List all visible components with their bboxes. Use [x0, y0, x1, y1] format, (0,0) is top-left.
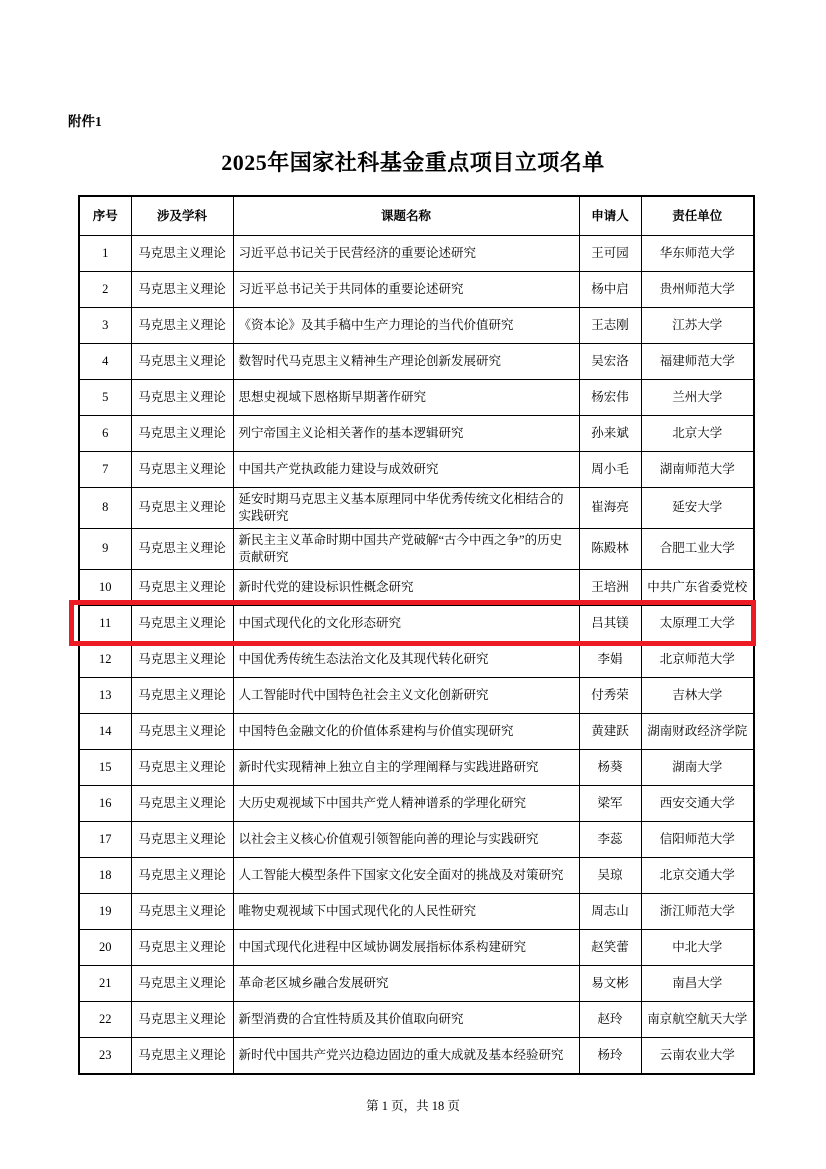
column-header-no: 序号	[79, 196, 131, 236]
cell-project-title: 中国式现代化进程中区域协调发展指标体系构建研究	[233, 929, 579, 965]
cell-no: 9	[79, 528, 131, 569]
cell-applicant: 付秀荣	[579, 677, 641, 713]
table-row	[79, 641, 754, 677]
attachment-label: 附件1	[68, 114, 102, 129]
cell-discipline: 马克思主义理论	[131, 785, 233, 821]
cell-no: 13	[79, 677, 131, 713]
cell-project-title: 人工智能大模型条件下国家文化安全面对的挑战及对策研究	[233, 857, 579, 893]
table-row	[79, 857, 754, 893]
cell-unit: 湖南大学	[641, 749, 754, 785]
cell-applicant: 梁军	[579, 785, 641, 821]
cell-no: 3	[79, 308, 131, 344]
column-header-applicant: 申请人	[579, 196, 641, 236]
cell-no: 1	[79, 236, 131, 272]
table-row	[79, 416, 754, 452]
cell-unit: 兰州大学	[641, 380, 754, 416]
cell-unit: 吉林大学	[641, 677, 754, 713]
cell-no: 10	[79, 569, 131, 605]
cell-discipline: 马克思主义理论	[131, 272, 233, 308]
table-row	[79, 380, 754, 416]
cell-applicant: 杨玲	[579, 1037, 641, 1074]
cell-project-title: 思想史视域下恩格斯早期著作研究	[233, 380, 579, 416]
cell-discipline: 马克思主义理论	[131, 641, 233, 677]
cell-unit: 南昌大学	[641, 965, 754, 1001]
cell-applicant: 周小毛	[579, 452, 641, 488]
cell-project-title: 新时代实现精神上独立自主的学理阐释与实践进路研究	[233, 749, 579, 785]
cell-project-title: 新时代中国共产党兴边稳边固边的重大成就及基本经验研究	[233, 1037, 579, 1074]
column-header-discipline: 涉及学科	[131, 196, 233, 236]
cell-unit: 南京航空航天大学	[641, 1001, 754, 1037]
cell-unit: 湖南财政经济学院	[641, 713, 754, 749]
cell-applicant: 王培洲	[579, 569, 641, 605]
cell-applicant: 周志山	[579, 893, 641, 929]
cell-no: 4	[79, 344, 131, 380]
table-row	[79, 236, 754, 272]
cell-discipline: 马克思主义理论	[131, 236, 233, 272]
cell-no: 21	[79, 965, 131, 1001]
cell-unit: 合肥工业大学	[641, 528, 754, 569]
cell-unit: 福建师范大学	[641, 344, 754, 380]
cell-unit: 信阳师范大学	[641, 821, 754, 857]
cell-applicant: 吕其镁	[579, 605, 641, 641]
cell-project-title: 延安时期马克思主义基本原理同中华优秀传统文化相结合的实践研究	[233, 488, 579, 529]
cell-applicant: 孙来斌	[579, 416, 641, 452]
cell-applicant: 李蕊	[579, 821, 641, 857]
table-row	[79, 1037, 754, 1074]
cell-project-title: 中国优秀传统生态法治文化及其现代转化研究	[233, 641, 579, 677]
cell-no: 2	[79, 272, 131, 308]
table-row	[79, 893, 754, 929]
cell-project-title: 《资本论》及其手稿中生产力理论的当代价值研究	[233, 308, 579, 344]
cell-unit: 西安交通大学	[641, 785, 754, 821]
cell-applicant: 王志刚	[579, 308, 641, 344]
table-row	[79, 821, 754, 857]
cell-no: 15	[79, 749, 131, 785]
table-row	[79, 1001, 754, 1037]
cell-no: 12	[79, 641, 131, 677]
cell-applicant: 赵笑蕾	[579, 929, 641, 965]
cell-applicant: 王可园	[579, 236, 641, 272]
cell-discipline: 马克思主义理论	[131, 488, 233, 529]
page-footer: 第 1 页，共 18 页	[366, 1099, 460, 1113]
cell-discipline: 马克思主义理论	[131, 857, 233, 893]
cell-no: 23	[79, 1037, 131, 1074]
cell-discipline: 马克思主义理论	[131, 677, 233, 713]
cell-no: 6	[79, 416, 131, 452]
cell-discipline: 马克思主义理论	[131, 965, 233, 1001]
cell-discipline: 马克思主义理论	[131, 416, 233, 452]
table-row	[79, 785, 754, 821]
cell-project-title: 习近平总书记关于民营经济的重要论述研究	[233, 236, 579, 272]
cell-discipline: 马克思主义理论	[131, 1001, 233, 1037]
cell-applicant: 杨宏伟	[579, 380, 641, 416]
table-row	[79, 528, 754, 569]
cell-project-title: 革命老区城乡融合发展研究	[233, 965, 579, 1001]
cell-no: 17	[79, 821, 131, 857]
cell-project-title: 中国共产党执政能力建设与成效研究	[233, 452, 579, 488]
table-row	[79, 344, 754, 380]
table-row	[79, 452, 754, 488]
cell-project-title: 数智时代马克思主义精神生产理论创新发展研究	[233, 344, 579, 380]
cell-unit: 北京交通大学	[641, 857, 754, 893]
table-row	[79, 965, 754, 1001]
table-row	[79, 308, 754, 344]
cell-unit: 中共广东省委党校	[641, 569, 754, 605]
cell-applicant: 黄建跃	[579, 713, 641, 749]
cell-discipline: 马克思主义理论	[131, 1037, 233, 1074]
cell-applicant: 吴宏洛	[579, 344, 641, 380]
cell-applicant: 李娟	[579, 641, 641, 677]
cell-no: 14	[79, 713, 131, 749]
cell-discipline: 马克思主义理论	[131, 528, 233, 569]
cell-applicant: 陈殿林	[579, 528, 641, 569]
table-row	[79, 929, 754, 965]
table-row	[79, 749, 754, 785]
cell-discipline: 马克思主义理论	[131, 344, 233, 380]
table-row	[79, 272, 754, 308]
cell-discipline: 马克思主义理论	[131, 749, 233, 785]
cell-project-title: 新时代党的建设标识性概念研究	[233, 569, 579, 605]
cell-applicant: 崔海亮	[579, 488, 641, 529]
cell-unit: 湖南师范大学	[641, 452, 754, 488]
cell-unit: 浙江师范大学	[641, 893, 754, 929]
table-row	[79, 488, 754, 529]
cell-unit: 太原理工大学	[641, 605, 754, 641]
table-header-row	[79, 196, 754, 236]
cell-discipline: 马克思主义理论	[131, 569, 233, 605]
cell-discipline: 马克思主义理论	[131, 452, 233, 488]
cell-project-title: 人工智能时代中国特色社会主义文化创新研究	[233, 677, 579, 713]
cell-unit: 江苏大学	[641, 308, 754, 344]
cell-unit: 贵州师范大学	[641, 272, 754, 308]
cell-discipline: 马克思主义理论	[131, 713, 233, 749]
cell-project-title: 新型消费的合宜性特质及其价值取向研究	[233, 1001, 579, 1037]
page-title: 2025年国家社科基金重点项目立项名单	[221, 150, 605, 175]
cell-unit: 延安大学	[641, 488, 754, 529]
cell-unit: 北京大学	[641, 416, 754, 452]
cell-project-title: 唯物史观视域下中国式现代化的人民性研究	[233, 893, 579, 929]
cell-unit: 中北大学	[641, 929, 754, 965]
cell-project-title: 中国特色金融文化的价值体系建构与价值实现研究	[233, 713, 579, 749]
cell-project-title: 列宁帝国主义论相关著作的基本逻辑研究	[233, 416, 579, 452]
cell-unit: 云南农业大学	[641, 1037, 754, 1074]
cell-no: 20	[79, 929, 131, 965]
cell-no: 19	[79, 893, 131, 929]
cell-applicant: 赵玲	[579, 1001, 641, 1037]
table-row	[79, 677, 754, 713]
cell-no: 22	[79, 1001, 131, 1037]
cell-no: 16	[79, 785, 131, 821]
cell-discipline: 马克思主义理论	[131, 821, 233, 857]
cell-project-title: 习近平总书记关于共同体的重要论述研究	[233, 272, 579, 308]
cell-project-title: 中国式现代化的文化形态研究	[233, 605, 579, 641]
cell-applicant: 杨葵	[579, 749, 641, 785]
cell-project-title: 大历史观视域下中国共产党人精神谱系的学理化研究	[233, 785, 579, 821]
table-row	[79, 605, 754, 641]
cell-discipline: 马克思主义理论	[131, 308, 233, 344]
cell-discipline: 马克思主义理论	[131, 893, 233, 929]
cell-no: 18	[79, 857, 131, 893]
cell-discipline: 马克思主义理论	[131, 929, 233, 965]
column-header-title: 课题名称	[233, 196, 579, 236]
cell-applicant: 杨中启	[579, 272, 641, 308]
cell-no: 11	[79, 605, 131, 641]
cell-unit: 北京师范大学	[641, 641, 754, 677]
cell-no: 7	[79, 452, 131, 488]
table-row	[79, 569, 754, 605]
cell-discipline: 马克思主义理论	[131, 605, 233, 641]
cell-no: 5	[79, 380, 131, 416]
cell-discipline: 马克思主义理论	[131, 380, 233, 416]
cell-project-title: 以社会主义核心价值观引领智能向善的理论与实践研究	[233, 821, 579, 857]
projects-table	[78, 195, 755, 1075]
cell-applicant: 吴琼	[579, 857, 641, 893]
cell-unit: 华东师范大学	[641, 236, 754, 272]
table-row	[79, 713, 754, 749]
cell-applicant: 易文彬	[579, 965, 641, 1001]
cell-no: 8	[79, 488, 131, 529]
cell-project-title: 新民主主义革命时期中国共产党破解“古今中西之争”的历史贡献研究	[233, 528, 579, 569]
column-header-unit: 责任单位	[641, 196, 754, 236]
